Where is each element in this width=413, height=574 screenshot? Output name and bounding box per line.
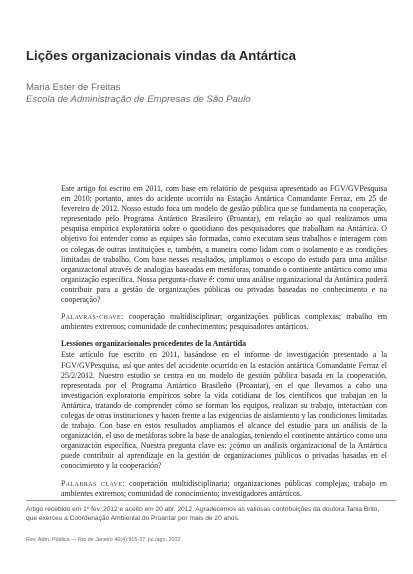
keywords-label: Palavras-chave: <box>61 312 124 322</box>
article-title: Lições organizacionais vindas da Antártica <box>26 48 296 63</box>
keywords-portuguese <box>61 312 387 332</box>
keywords-list: cooperación multidisciplinaria; organizaciones públicas complejas; trabajo en ambientes extremos; comunidad de conocimiento; investigadores antárticos. <box>61 478 387 498</box>
abstract-spanish: Este artículo fue escrito en 2011, basándose en el informe de investigación presentado a la FGV/GVPesquisa, así que antes del accidente ocurrido en la estación antártica Comandante Ferraz el 25/2/2012. Nuestro estudio se centra en un modelo de gestión pública basada en la cooperación, representada por el Programa Antártico Brasileño (Proantar), en el que llevamos a cabo una investigación exploratoria empíricos sobre la vida cotidiana de los científicos que trabajan en la Antártica, tratando de comprender cómo se forman los equipos, realizan su trabajo, interactúan con colegas de otras instituciones y hacen frente a las exigencias de aislamiento y las condiciones limitadas de trabajo. Con base en estos resultados ampliamos el alcance del estudio para un análisis de la organización, el uso de metáforas sobre la base de analogías, teniendo el continente antártico como una organización específica. Nuestra pregunta clave es: ¿cómo un análisis organizacional de la Antártica puede contribuir al aprendizaje en la gestión de organizaciones públicos o privadas basadas en el conocimiento y la cooperación? <box>61 350 387 471</box>
keywords-list: cooperação multidisciplinar; organizações públicas complexas; trabalho em ambientes extremos; comunidade de conhecimentos; pesquisadores antárticos. <box>61 312 387 332</box>
keywords-label: Palabras clave: <box>61 478 125 488</box>
keywords-spanish <box>61 479 387 499</box>
author-affiliation: Escola de Administração de Empresas de São Paulo <box>26 94 251 105</box>
author-name: Maria Ester de Freitas <box>26 82 121 93</box>
footnote-divider <box>26 500 396 501</box>
journal-citation: Rev. Adm. Pública — Rio de Janeiro 46(4):915-37, jul./ago. 2012 <box>26 537 181 543</box>
spanish-abstract-heading: Lessiones organizacionales procedentes de la Antártida <box>61 339 247 349</box>
footnote: Artigo recebido em 1º fev. 2012 e aceito em 20 abr. 2012. Agradecemos as valiosas contribuições da doutora Tania Brito, que exerceu a Coordenação Ambiental do Proantar por mais de 20 anos. <box>26 506 380 523</box>
abstract-portuguese: Este artigo foi escrito em 2011, com base em relatório de pesquisa apresentado ao FGV/GVPesquisa em 2010; portanto, antes do acidente ocorrido na Estação Antártica Comandante Ferraz, em 25 de fevereiro de 2012. Nosso estudo foca um modelo de gestão pública que se fundamenta na cooperação, representado pelo Programa Antártico Brasileiro (Proantar), em relação ao qual realizamos uma pesquisa empírica exploratória sobre o quotidiano dos pesquisadores que trabalham na Antártica. O objetivo foi entender como as equipes são formadas, como executam seus trabalhos e interagem com os colegas de outras instituições e, também, a maneira como lidam com o isolamento e as condições limitadas de trabalho. Com base nesses resultados, ampliamos o escopo do estudo para uma análise organizacional através de analogias baseadas em metáforas, tomando o continente antártico como uma organização específica. Nossa pergunta-chave é: como uma análise organizacional da Antártica poderá contribuir para a gestão de organizações públicas ou privadas baseadas no conhecimento e na cooperação? <box>61 184 387 305</box>
abstracts <box>61 184 387 506</box>
